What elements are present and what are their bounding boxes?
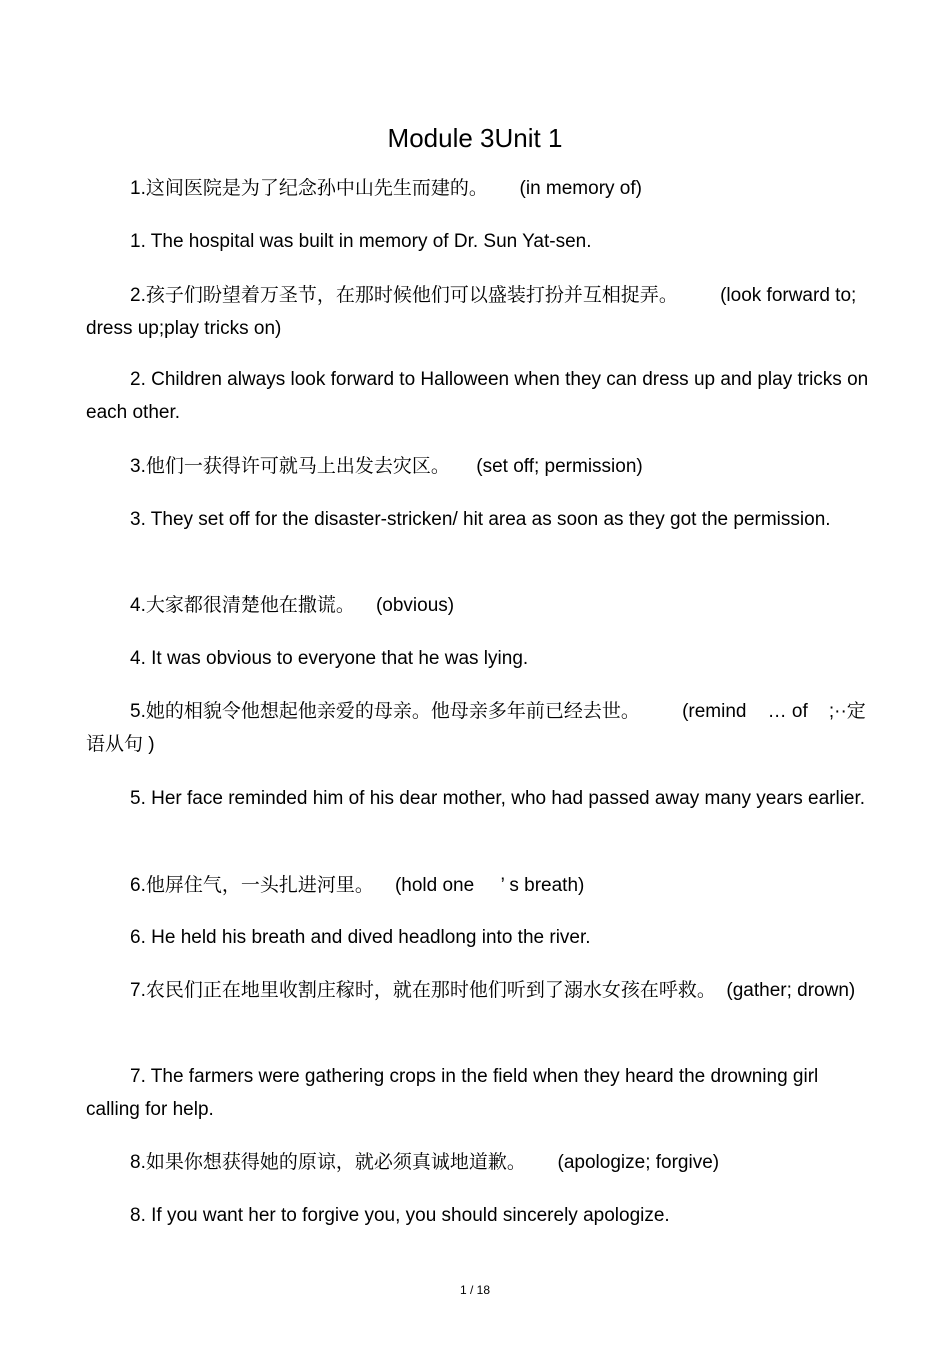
exercise-6-english: 6. He held his breath and dived headlong into the river. [130,927,591,948]
exercise-7-english: 7. The farmers were gathering crops in the field when they heard the drowning girl calling for help. [86,1066,824,1120]
exercise-3-english: 3. They set off for the disaster-stricken/ hit area as soon as they got the permission. [130,509,831,530]
exercise-6-chinese: 6.他屏住气，一头扎进河里。 (hold one ’ s breath) [130,875,585,896]
exercise-2-chinese: 2.孩子们盼望着万圣节，在那时候他们可以盛装打扮并互相捉弄。 (look forward to; dress up;play tricks on) [86,285,862,339]
exercise-5-english: 5. Her face reminded him of his dear mother, who had passed away many years earlier. [130,788,866,809]
exercise-4-english: 4. It was obvious to everyone that he was lying. [130,648,529,669]
exercise-8-chinese: 8.如果你想获得她的原谅，就必须真诚地道歉。 (apologize; forgive) [130,1152,720,1173]
exercise-7-chinese: 7.农民们正在地里收割庄稼时，就在那时他们听到了溺水女孩在呼救。 (gather; drown) [130,980,856,1001]
exercise-2-english: 2. Children always look forward to Halloween when they can dress up and play tricks on each other. [86,369,874,423]
exercise-1-english: 1. The hospital was built in memory of Dr. Sun Yat-sen. [130,231,592,252]
page-indicator: 1 / 18 [459,1283,491,1297]
exercise-4-chinese: 4.大家都很清楚他在撒谎。 (obvious) [130,595,455,616]
exercise-5-chinese: 5.她的相貌令他想起他亲爱的母亲。他母亲多年前已经去世。 (remind … of ;··定语从句 ) [86,701,866,755]
exercise-1-chinese: 1.这间医院是为了纪念孙中山先生而建的。 (in memory of) [130,178,642,199]
exercise-3-chinese: 3.他们一获得许可就马上出发去灾区。 (set off; permission) [130,456,643,477]
page-title: Module 3Unit 1 [387,123,563,153]
exercise-8-english: 8. If you want her to forgive you, you should sincerely apologize. [130,1205,670,1226]
